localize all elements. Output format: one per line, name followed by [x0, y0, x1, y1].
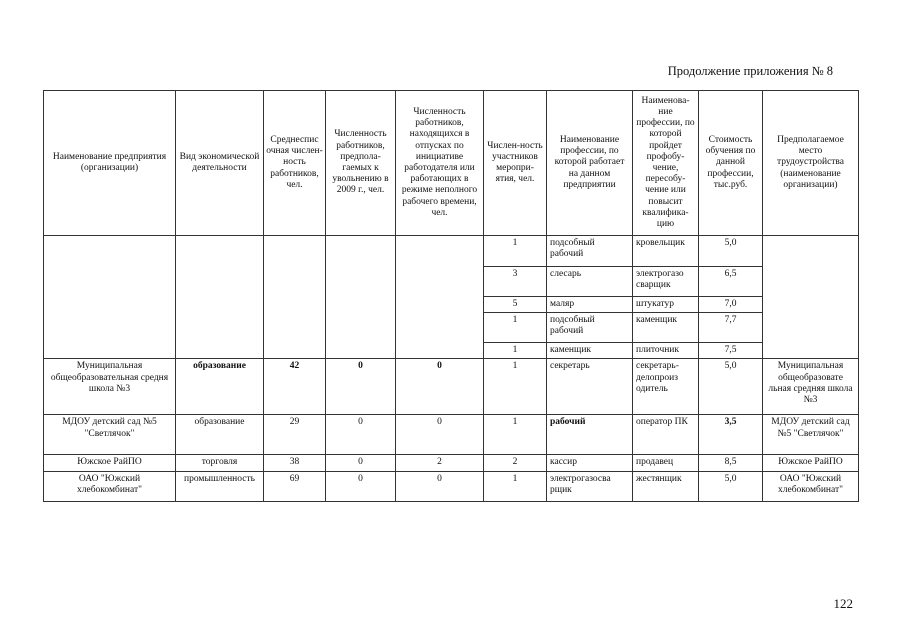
header-placement: Предполагаемое место трудоустройства (наименование организации) [763, 91, 859, 236]
continuation-title: Продолжение приложения № 8 [667, 64, 833, 78]
enterprise-cell: Южское РайПО [44, 455, 176, 471]
participants-cell: 1 [484, 313, 547, 343]
continued-dismiss-cell [326, 236, 396, 359]
profession-cell: кассир [547, 455, 633, 471]
cost-cell: 7,5 [699, 343, 763, 359]
enterprise-cell: МДОУ детский сад №5 "Светлячок" [44, 415, 176, 455]
header-training: Наименова-ние профессии, по которой пройдет профобу-чение, пересобу-чение или повысит квалифика-цию [633, 91, 699, 236]
profession-cell: маляр [547, 297, 633, 313]
enterprise-cell: ОАО "Южский хлебокомбинат" [44, 471, 176, 501]
continued-placement-cell [763, 236, 859, 359]
header-cost: Стоимость обучения по данной профессии, тыс.руб. [699, 91, 763, 236]
cost-cell: 7,7 [699, 313, 763, 343]
profession-cell: рабочий [547, 415, 633, 455]
page-number: 122 [833, 596, 853, 611]
participants-cell: 1 [484, 471, 547, 501]
leave-cell: 0 [396, 471, 484, 501]
table-row [44, 359, 859, 415]
profession-cell: электрогазосва рщик [547, 471, 633, 501]
profession-cell: подсобный рабочий [547, 313, 633, 343]
training-cell: электрогазо сварщик [633, 267, 699, 297]
continued-avg-staff-cell [264, 236, 326, 359]
leave-cell: 0 [396, 359, 484, 415]
header-profession: Наименование профессии, по которой работает на данном предприятии [547, 91, 633, 236]
profession-cell: слесарь [547, 267, 633, 297]
training-cell: штукатур [633, 297, 699, 313]
avg-staff-cell: 42 [264, 359, 326, 415]
cost-cell: 5,0 [699, 471, 763, 501]
training-cell: плиточник [633, 343, 699, 359]
training-table [43, 90, 859, 502]
continued-activity-cell [176, 236, 264, 359]
header-avg-staff: Среднеспис очная числен-ность работников, чел. [264, 91, 326, 236]
header-on-leave: Численность работников, находящихся в отпусках по инициативе работодателя или работающих в режиме неполного рабочего времени, чел. [396, 91, 484, 236]
placement-cell: Муниципальная общеобразовате льная средняя школа №3 [763, 359, 859, 415]
activity-cell: торговля [176, 455, 264, 471]
table-row [44, 415, 859, 455]
placement-cell: МДОУ детский сад №5 "Светлячок" [763, 415, 859, 455]
training-cell: жестянщик [633, 471, 699, 501]
table-row [44, 471, 859, 501]
participants-cell: 2 [484, 455, 547, 471]
participants-cell: 1 [484, 236, 547, 267]
continued-leave-cell [396, 236, 484, 359]
dismiss-cell: 0 [326, 455, 396, 471]
activity-cell: образование [176, 415, 264, 455]
training-cell: кровельщик [633, 236, 699, 267]
header-activity: Вид экономической деятельности [176, 91, 264, 236]
leave-cell: 0 [396, 415, 484, 455]
profession-cell: подсобный рабочий [547, 236, 633, 267]
header-participants: Числен-ность участников меропри-ятия, чел. [484, 91, 547, 236]
activity-cell: промышленность [176, 471, 264, 501]
participants-cell: 3 [484, 267, 547, 297]
continued-row [44, 236, 859, 267]
participants-cell: 5 [484, 297, 547, 313]
dismiss-cell: 0 [326, 471, 396, 501]
profession-cell: каменщик [547, 343, 633, 359]
profession-cell: секретарь [547, 359, 633, 415]
table-row [44, 455, 859, 471]
participants-cell: 1 [484, 343, 547, 359]
placement-cell: ОАО "Южский хлебокомбинат" [763, 471, 859, 501]
participants-cell: 1 [484, 415, 547, 455]
cost-cell: 6,5 [699, 267, 763, 297]
header-enterprise: Наименование предприятия (организации) [44, 91, 176, 236]
training-cell: продавец [633, 455, 699, 471]
header-row [44, 91, 859, 236]
activity-cell: образование [176, 359, 264, 415]
cost-cell: 3,5 [699, 415, 763, 455]
cost-cell: 7,0 [699, 297, 763, 313]
cost-cell: 5,0 [699, 359, 763, 415]
leave-cell: 2 [396, 455, 484, 471]
participants-cell: 1 [484, 359, 547, 415]
enterprise-cell: Муниципальная общеобразовательная средня школа №3 [44, 359, 176, 415]
training-cell: оператор ПК [633, 415, 699, 455]
cost-cell: 8,5 [699, 455, 763, 471]
dismiss-cell: 0 [326, 359, 396, 415]
header-to-dismiss: Численность работников, предпола-гаемых к увольнению в 2009 г., чел. [326, 91, 396, 236]
training-cell: каменщик [633, 313, 699, 343]
placement-cell: Южское РайПО [763, 455, 859, 471]
dismiss-cell: 0 [326, 415, 396, 455]
avg-staff-cell: 29 [264, 415, 326, 455]
avg-staff-cell: 38 [264, 455, 326, 471]
training-cell: секретарь-делопроиз одитель [633, 359, 699, 415]
continued-enterprise-cell [44, 236, 176, 359]
cost-cell: 5,0 [699, 236, 763, 267]
avg-staff-cell: 69 [264, 471, 326, 501]
